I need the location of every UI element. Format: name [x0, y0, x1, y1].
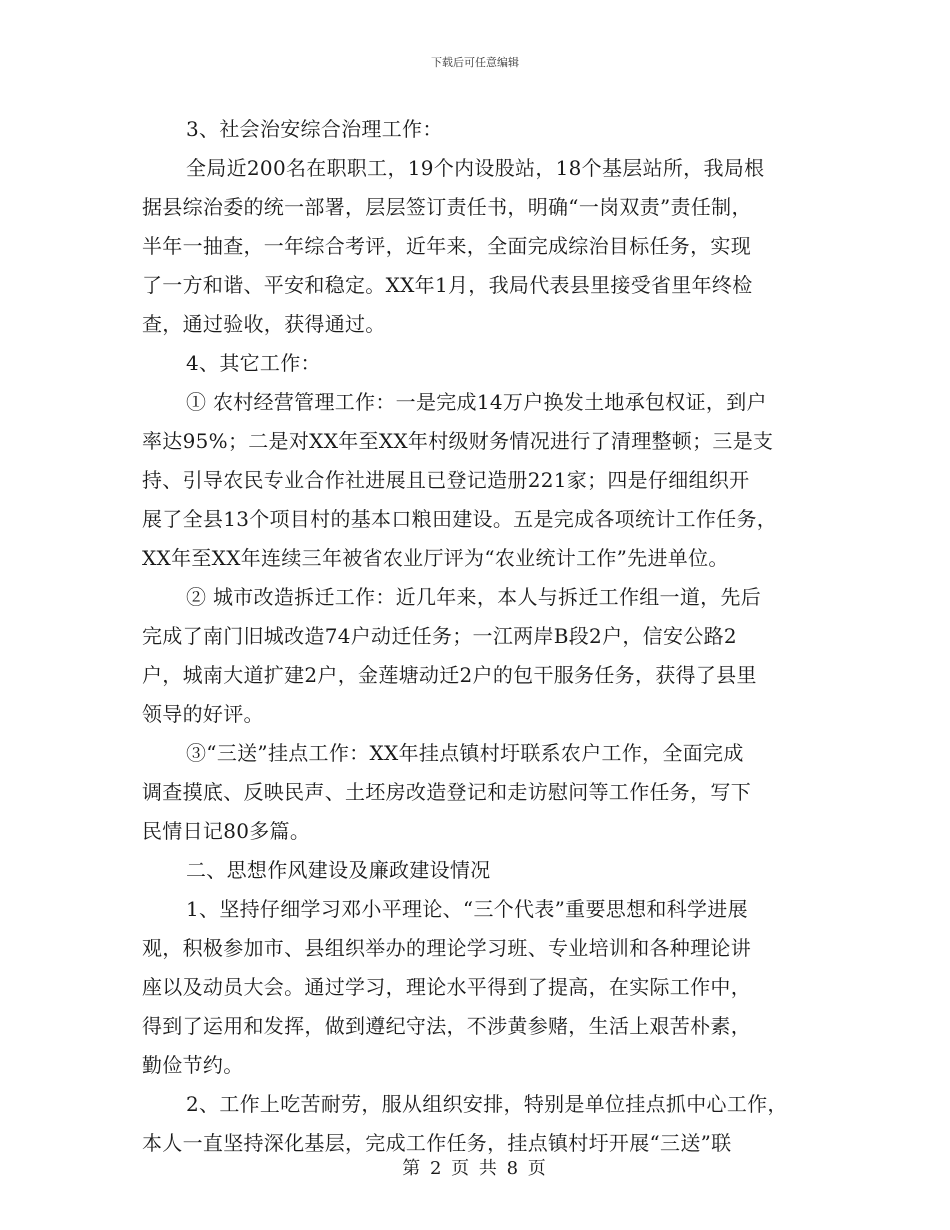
text-line: 本人一直坚持深化基层，完成工作任务，挂点镇村圩开展“三送”联: [142, 1131, 732, 1155]
text-line: 座以及动员大会。通过学习，理论水平得到了提高，在实际工作中，: [142, 975, 751, 999]
text-line: 了一方和谐、平安和稳定。XX年1月，我局代表县里接受省里年终检: [142, 273, 753, 297]
text-line: ① 农村经营管理工作：一是完成14万户换发土地承包权证，到户: [186, 390, 767, 414]
text-line: 全局近200名在职职工，19个内设股站，18个基层站所，我局根: [186, 156, 765, 180]
text-line: 领导的好评。: [142, 702, 264, 726]
text-line: 持、引导农民专业合作社进展且已登记造册221家；四是仔细组织开: [142, 468, 750, 492]
text-line: 据县综治委的统一部署，层层签订责任书，明确“一岗双责”责任制，: [142, 195, 752, 219]
text-line: 半年一抽查，一年综合考评，近年来，全面完成综治目标任务，实现: [142, 234, 751, 258]
text-line: 2、工作上吃苦耐劳，服从组织安排，特别是单位挂点抓中心工作，: [186, 1092, 788, 1116]
text-line: 得到了运用和发挥，做到遵纪守法，不涉黄参赌，生活上艰苦朴素，: [142, 1014, 751, 1038]
text-line: 勤俭节约。: [142, 1053, 244, 1077]
text-line: 率达95%；二是对XX年至XX年村级财务情况进行了清理整顿；三是支: [142, 429, 774, 453]
text-line: 3、社会治安综合治理工作：: [186, 117, 443, 141]
document-body: [142, 110, 822, 1163]
text-line: XX年至XX年连续三年被省农业厅评为“农业统计工作”先进单位。: [142, 546, 729, 570]
text-line: 观，积极参加市、县组织举办的理论学习班、专业培训和各种理论讲: [142, 936, 751, 960]
text-line: ③“三送”挂点工作：XX年挂点镇村圩联系农户工作，全面完成: [186, 741, 744, 765]
text-line: 二、思想作风建设及廉政建设情况: [186, 858, 491, 882]
text-line: 完成了南门旧城改造74户动迁任务；一江两岸B段2户，信安公路2: [142, 624, 737, 648]
text-line: ② 城市改造拆迁工作：近几年来，本人与拆迁工作组一道，先后: [186, 585, 762, 609]
text-line: 1、坚持仔细学习邓小平理论、“三个代表”重要思想和科学进展: [186, 897, 748, 921]
text-line: 户，城南大道扩建2户，金莲塘动迁2户的包干服务任务，获得了县里: [142, 663, 757, 687]
text-line: 调查摸底、反映民声、土坯房改造登记和走访慰问等工作任务，写下: [142, 780, 751, 804]
text-line: 民情日记80多篇。: [142, 819, 311, 843]
page-header-note: 下载后可任意编辑: [431, 56, 519, 69]
page-footer: 第 2 页 共 8 页: [402, 1158, 548, 1179]
text-line: 展了全县13个项目村的基本口粮田建设。五是完成各项统计工作任务，: [142, 507, 778, 531]
text-line: 4、其它工作：: [186, 351, 321, 375]
text-line: 查，通过验收，获得通过。: [142, 312, 386, 336]
